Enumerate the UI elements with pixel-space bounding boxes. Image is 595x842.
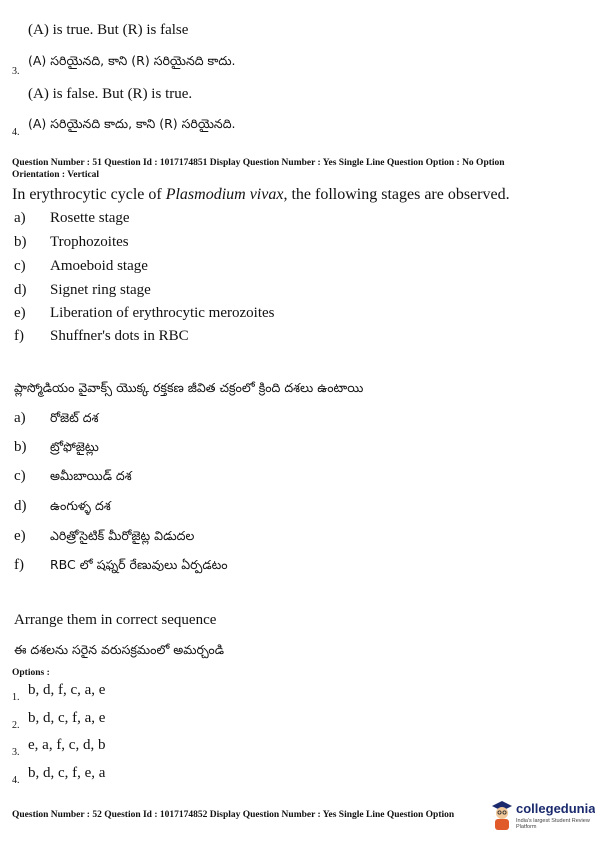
question-stem-telugu: ప్లాస్మోడియం వైవాక్స్ యొక్క రక్తకణ జీవిత చక్రంలో క్రింది దశలు ఉంటాయి — [14, 380, 364, 395]
option-4-english: (A) is false. But (R) is true. — [28, 86, 193, 102]
question-stem-english: In erythrocytic cycle of Plasmodium vivax, the following stages are observed. — [12, 186, 510, 203]
answer-option-4-number: 4. — [12, 775, 20, 786]
question-orientation: Orientation : Vertical — [12, 170, 100, 180]
stage-item-a: a) Rosette stage — [14, 210, 130, 226]
student-mascot-icon — [490, 799, 514, 831]
stage-item-c: c) Amoeboid stage — [14, 258, 148, 274]
answer-option-1-number: 1. — [12, 692, 20, 703]
stage-item-e: e) Liberation of erythrocytic merozoites — [14, 305, 275, 321]
answer-option-3[interactable]: e, a, f, c, d, b — [28, 737, 106, 753]
arrange-instruction-english: Arrange them in correct sequence — [14, 612, 217, 628]
option-4-number: 4. — [12, 127, 20, 138]
answer-option-2-number: 2. — [12, 720, 20, 731]
answer-option-4[interactable]: b, d, c, f, e, a — [28, 765, 106, 781]
answer-option-3-number: 3. — [12, 747, 20, 758]
option-3-number: 3. — [12, 66, 20, 77]
stage-item-d: d) Signet ring stage — [14, 282, 151, 298]
logo-name: collegedunia — [516, 801, 595, 816]
answer-option-1[interactable]: b, d, f, c, a, e — [28, 682, 106, 698]
logo-tagline: India's largest Student Review Platform — [516, 818, 590, 830]
options-label: Options : — [12, 668, 50, 678]
option-4-telugu: (A) సరియైనది కాదు, కాని (R) సరియైనది. — [28, 116, 236, 131]
stage-item-te-b: b) ట్రోఫోజైట్లు — [14, 439, 99, 455]
option-3-english: (A) is true. But (R) is false — [28, 22, 189, 38]
collegedunia-logo — [490, 797, 595, 833]
option-3-telugu: (A) సరియైనది, కాని (R) సరియైనది కాదు. — [28, 53, 236, 68]
stage-item-te-c: c) అమీబాయిడ్ దశ — [14, 468, 132, 484]
stage-item-te-f: f) RBC లో షఫ్నర్ రేణువులు ఏర్పడటం — [14, 557, 228, 573]
stage-item-te-e: e) ఎరిత్రోసైటిక్ మీరోజైట్ల విడుదల — [14, 528, 195, 544]
stage-item-b: b) Trophozoites — [14, 234, 129, 250]
arrange-instruction-telugu: ఈ దశలను సరైన వరుసక్రమంలో అమర్చండి — [14, 642, 225, 657]
question-meta: Question Number : 51 Question Id : 1017174851 Display Question Number : Yes Single Line Question Option : No Option — [12, 158, 505, 168]
stage-item-te-d: d) ఉంగుళ్ళ దశ — [14, 498, 111, 514]
answer-option-2[interactable]: b, d, c, f, a, e — [28, 710, 106, 726]
stage-item-f: f) Shuffner's dots in RBC — [14, 328, 189, 344]
next-question-meta: Question Number : 52 Question Id : 1017174852 Display Question Number : Yes Single Line Question Option — [12, 810, 455, 820]
stage-item-te-a: a) రోజెట్ దశ — [14, 410, 99, 426]
